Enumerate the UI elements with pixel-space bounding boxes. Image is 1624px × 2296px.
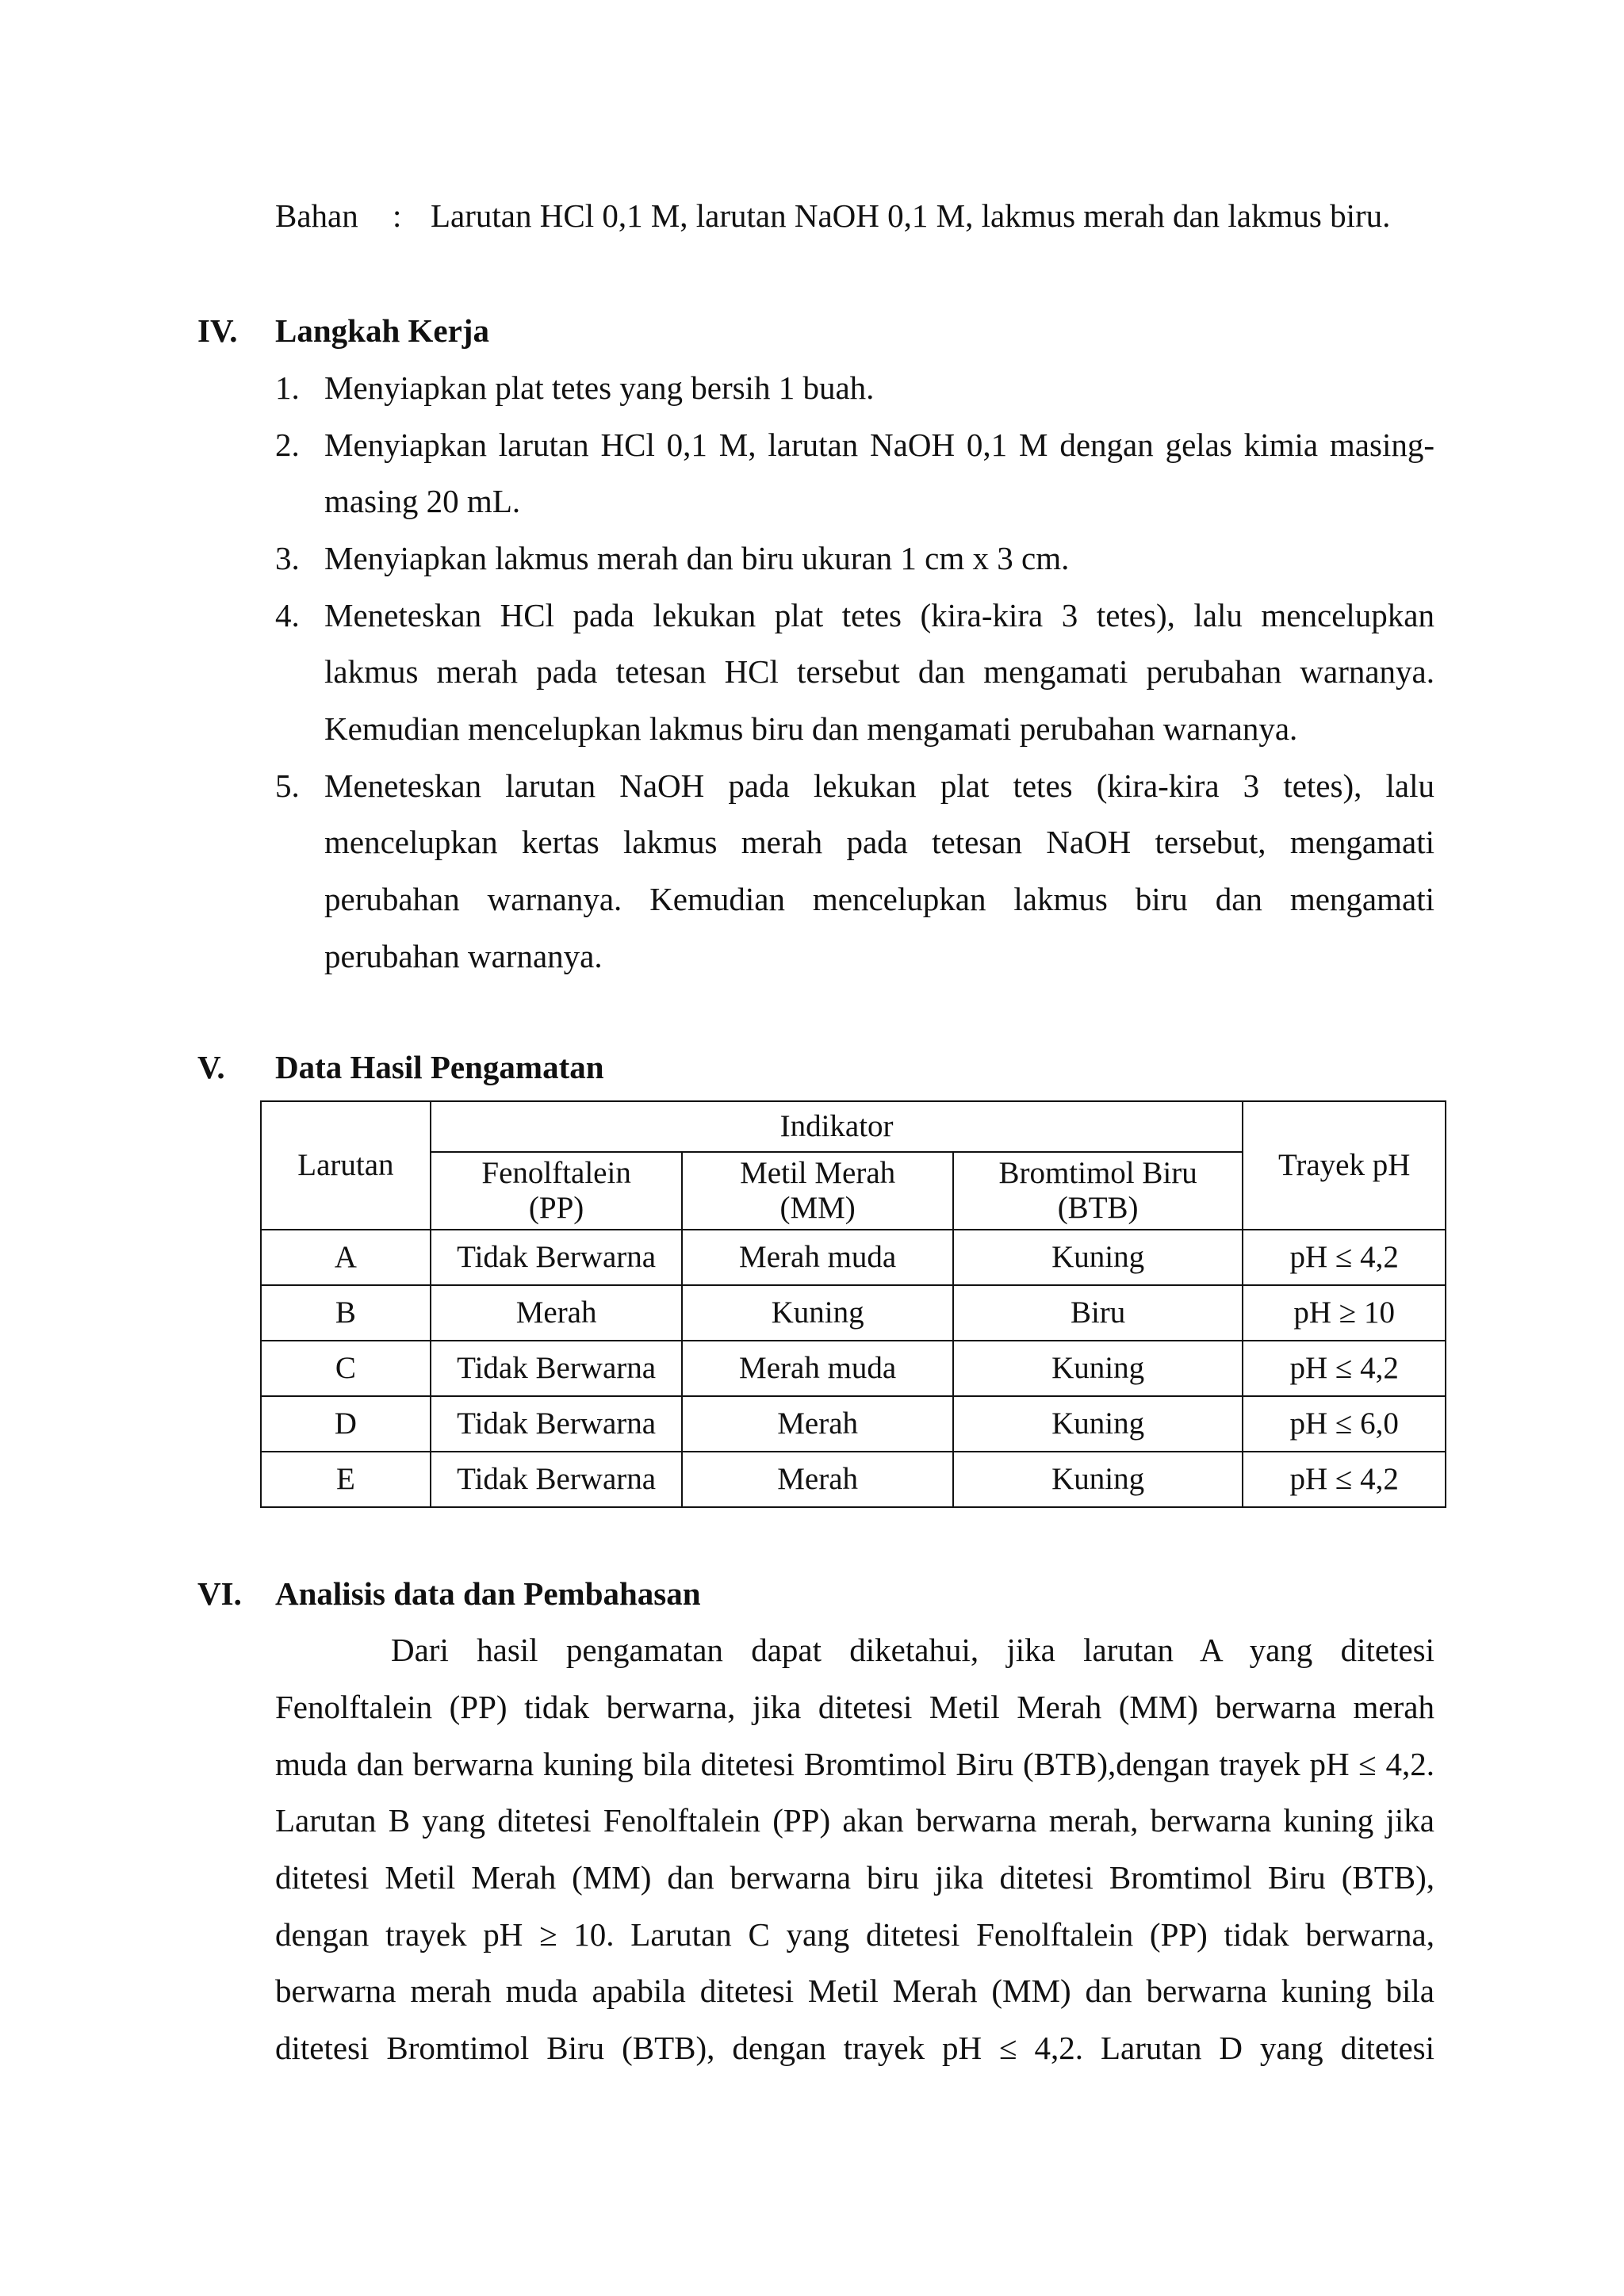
table-row	[261, 1341, 1446, 1396]
cell-pp: Tidak Berwarna	[431, 1396, 683, 1452]
step-line: lakmus merah pada tetesan HCl tersebut dan mengamati perubahan warnanya.	[324, 653, 1434, 690]
section-6-number: VI.	[197, 1575, 242, 1612]
bahan-label: Bahan	[275, 197, 358, 234]
section-5-title: Data Hasil Pengamatan	[275, 1049, 604, 1085]
step-number: 4.	[275, 597, 300, 633]
step-line: Kemudian mencelupkan lakmus biru dan mengamati perubahan warnanya.	[324, 710, 1298, 747]
cell-btb: Biru	[953, 1285, 1243, 1341]
cell-trayek: pH ≤ 4,2	[1243, 1452, 1446, 1507]
cell-mm: Merah muda	[682, 1341, 952, 1396]
step-line: perubahan warnanya. Kemudian mencelupkan lakmus biru dan mengamati	[324, 881, 1434, 917]
cell-mm: Merah muda	[682, 1230, 952, 1285]
cell-trayek: pH ≤ 4,2	[1243, 1341, 1446, 1396]
table-header-row	[261, 1101, 1446, 1152]
cell-mm: Merah	[682, 1396, 952, 1452]
table-row	[261, 1285, 1446, 1341]
cell-larutan: A	[261, 1230, 431, 1285]
cell-mm: Kuning	[682, 1285, 952, 1341]
cell-btb: Kuning	[953, 1396, 1243, 1452]
paragraph-line: Dari hasil pengamatan dapat diketahui, jika larutan A yang ditetesi	[391, 1632, 1434, 1668]
cell-btb: Kuning	[953, 1230, 1243, 1285]
bahan-colon: :	[393, 197, 402, 234]
paragraph-line: ditetesi Metil Merah (MM) dan berwarna biru jika ditetesi Bromtimol Biru (BTB),	[275, 1859, 1434, 1896]
cell-trayek: pH ≥ 10	[1243, 1285, 1446, 1341]
paragraph-line: berwarna merah muda apabila ditetesi Metil Merah (MM) dan berwarna kuning bila	[275, 1973, 1434, 2009]
cell-trayek: pH ≤ 6,0	[1243, 1396, 1446, 1452]
cell-btb: Kuning	[953, 1452, 1243, 1507]
step-line: Menyiapkan larutan HCl 0,1 M, larutan NaOH 0,1 M dengan gelas kimia masing-	[324, 427, 1434, 463]
cell-btb: Kuning	[953, 1341, 1243, 1396]
paragraph-line: Fenolftalein (PP) tidak berwarna, jika ditetesi Metil Merah (MM) berwarna merah	[275, 1689, 1434, 1725]
section-6-title: Analisis data dan Pembahasan	[275, 1575, 701, 1612]
cell-mm: Merah	[682, 1452, 952, 1507]
section-4-title: Langkah Kerja	[275, 312, 489, 349]
section-4-number: IV.	[197, 312, 238, 349]
paragraph-line: ditetesi Bromtimol Biru (BTB), dengan trayek pH ≤ 4,2. Larutan D yang ditetesi	[275, 2030, 1434, 2066]
step-line: masing 20 mL.	[324, 483, 521, 519]
header-bromtimol-biru: Bromtimol Biru (BTB)	[953, 1152, 1243, 1230]
step-number: 5.	[275, 767, 300, 804]
cell-trayek: pH ≤ 4,2	[1243, 1230, 1446, 1285]
cell-larutan: D	[261, 1396, 431, 1452]
header-trayek-ph: Trayek pH	[1243, 1101, 1446, 1230]
cell-pp: Tidak Berwarna	[431, 1230, 683, 1285]
header-fenolftalein: Fenolftalein (PP)	[431, 1152, 683, 1230]
step-line: Meneteskan HCl pada lekukan plat tetes (kira-kira 3 tetes), lalu mencelupkan	[324, 597, 1434, 633]
cell-larutan: B	[261, 1285, 431, 1341]
cell-pp: Tidak Berwarna	[431, 1452, 683, 1507]
step-number: 2.	[275, 427, 300, 463]
step-number: 1.	[275, 369, 300, 406]
step-line: mencelupkan kertas lakmus merah pada tetesan NaOH tersebut, mengamati	[324, 824, 1434, 860]
table-row	[261, 1452, 1446, 1507]
step-number: 3.	[275, 540, 300, 576]
header-metil-merah: Metil Merah (MM)	[682, 1152, 952, 1230]
cell-pp: Merah	[431, 1285, 683, 1341]
step-line: Menyiapkan lakmus merah dan biru ukuran 1 cm x 3 cm.	[324, 540, 1070, 576]
paragraph-line: muda dan berwarna kuning bila ditetesi Bromtimol Biru (BTB),dengan trayek pH ≤ 4,2.	[275, 1746, 1434, 1782]
cell-larutan: C	[261, 1341, 431, 1396]
step-line: Menyiapkan plat tetes yang bersih 1 buah.	[324, 369, 875, 406]
section-5-number: V.	[197, 1049, 225, 1085]
header-indikator: Indikator	[431, 1101, 1243, 1152]
observation-table	[260, 1100, 1446, 1508]
cell-larutan: E	[261, 1452, 431, 1507]
table-row	[261, 1230, 1446, 1285]
step-line: Meneteskan larutan NaOH pada lekukan plat tetes (kira-kira 3 tetes), lalu	[324, 767, 1434, 804]
cell-pp: Tidak Berwarna	[431, 1341, 683, 1396]
bahan-text: Larutan HCl 0,1 M, larutan NaOH 0,1 M, lakmus merah dan lakmus biru.	[431, 197, 1391, 234]
header-larutan: Larutan	[261, 1101, 431, 1230]
step-line: perubahan warnanya.	[324, 938, 603, 974]
paragraph-line: Larutan B yang ditetesi Fenolftalein (PP) akan berwarna merah, berwarna kuning jika	[275, 1802, 1434, 1839]
table-row	[261, 1396, 1446, 1452]
paragraph-line: dengan trayek pH ≥ 10. Larutan C yang ditetesi Fenolftalein (PP) tidak berwarna,	[275, 1916, 1434, 1953]
